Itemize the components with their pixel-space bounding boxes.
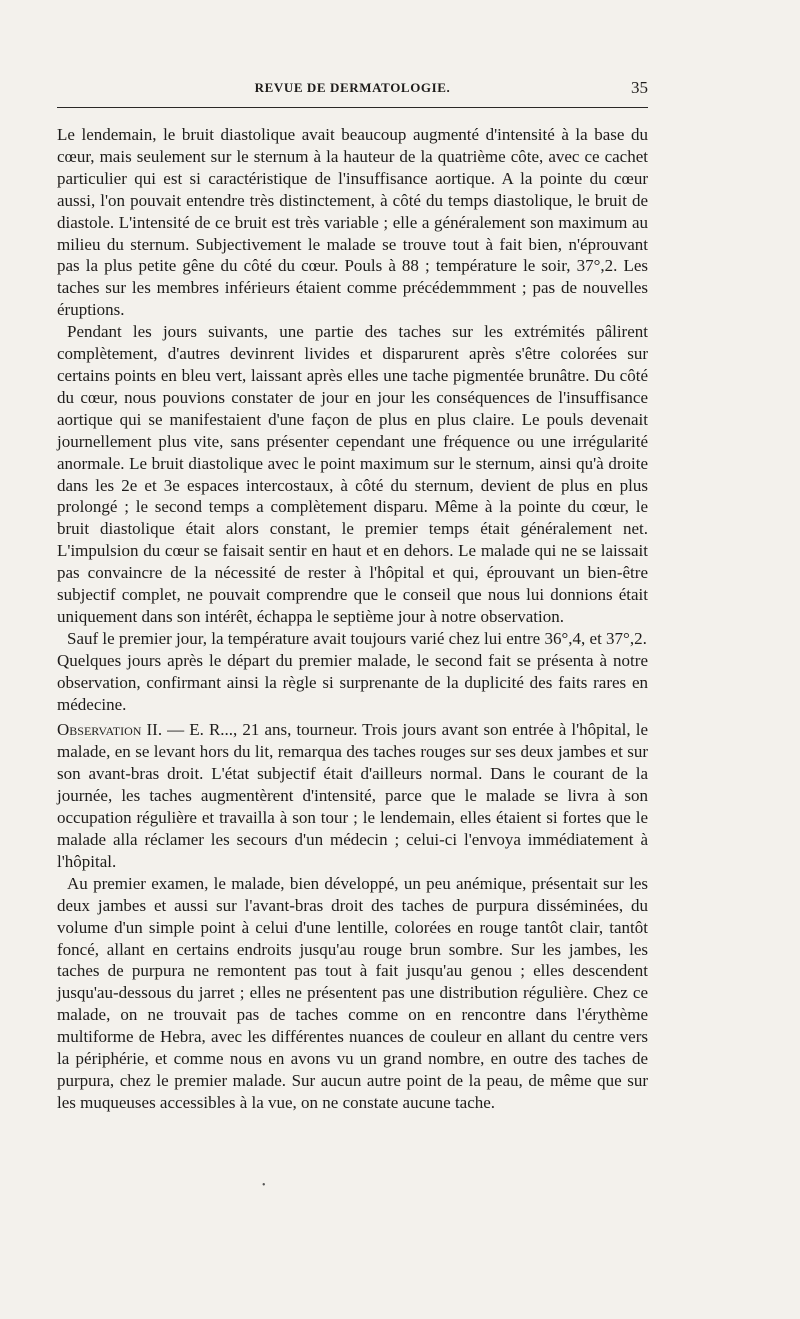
- footer-mark: •: [262, 1180, 266, 1191]
- running-title: REVUE DE DERMATOLOGIE.: [254, 80, 451, 95]
- paragraph-2: Pendant les jours suivants, une partie des taches sur les extrémités pâlirent complètement, d'autres devinrent livides et disparurent après s'être colorées sur certains points en bleu vert, laissant après elles une tache pigmentée brunâtre. Du côté du cœur, nous pouvions constater de jour en jour les conséquences de l'insuffisance aortique qui se manifestaient d'une façon de plus en plus claire. Le pouls devenait journellement plus vite, sans présenter cependant une fréquence ou une irrégularité anormale. Le bruit diastolique avec le point maximum sur le sternum, ainsi qu'à droite dans les 2e et 3e espaces intercostaux, à côté du sternum, devient de plus en plus prolongé ; le second temps a complètement disparu. Même à la pointe du cœur, le bruit diastolique était alors constant, le premier temps était généralement net. L'impulsion du cœur se faisait sentir en haut et en dehors. Le malade qui ne se laissait pas convaincre de la nécessité de rester à l'hôpital et qui, éprouvant un bien-être subjectif complet, ne pouvait comprendre que le conseil que nous lui donnions était uniquement dans son intérêt, échappa le septième jour à notre observation.: [57, 322, 648, 626]
- page-header: [57, 80, 648, 104]
- header-rule: [57, 107, 648, 108]
- paragraph-4: Quelques jours après le départ du premier malade, le second fait se présenta à notre observation, confirmant ainsi la règle si surprenante de la duplicité des faits rares en médecine.: [57, 650, 648, 714]
- page-number: 35: [631, 78, 648, 97]
- paragraph-3: Sauf le premier jour, la température avait toujours varié chez lui entre 36°,4, et 37°,2.: [67, 628, 647, 648]
- observation-heading: Observation II.: [57, 720, 163, 740]
- observation-paragraph: [57, 719, 648, 872]
- paragraph-last: Au premier examen, le malade, bien développé, un peu anémique, présentait sur les deux jambes et aussi sur l'avant-bras droit des taches de purpura disséminées, du volume d'un simple point à celui d'une lentille, colorées en rouge tantôt clair, tantôt foncé, allant en certains endroits jusqu'au rouge brun sombre. Sur les jambes, les taches de purpura ne remontent pas tout à fait jusqu'au genou ; elles descendent jusqu'au-dessous du jarret ; elles ne présentent pas une distribution régulière. Chez ce malade, on ne trouvait pas de taches comme on en rencontre dans l'érythème multiforme de Hebra, avec les différentes nuances de couleur en allant du centre vers la périphérie, et comme nous en avons vu un grand nombre, en outre des taches de purpura, chez le premier malade. Sur aucun autre point de la peau, de même que sur les muqueuses accessibles à la vue, on ne constate aucune tache.: [57, 873, 648, 1112]
- body-text: [57, 124, 648, 1114]
- paragraph-1: Le lendemain, le bruit diastolique avait beaucoup augmenté d'intensité à la base du cœur, mais seulement sur le sternum à la hauteur de la quatrième côte, avec ce cachet particulier qui est si caractéristique de l'insuffisance aortique. A la pointe du cœur aussi, l'on pouvait entendre très distinctement, à côté du temps diastolique, le bruit de diastole. L'intensité de ce bruit est très variable ; elle a généralement son maximum au milieu du sternum. Subjectivement le malade se trouve tout à fait bien, n'éprouvant pas la plus petite gêne du côté du cœur. Pouls à 88 ; température le soir, 37°,2. Les taches sur les membres inférieurs étaient comme précédemmment ; pas de nouvelles éruptions.: [57, 125, 648, 320]
- observation-text: — E. R..., 21 ans, tourneur. Trois jours avant son entrée à l'hôpital, le malade, en se levant hors du lit, remarqua des taches rouges sur ses deux jambes et sur son avant-bras droit. L'état subjectif était d'ailleurs normal. Dans le courant de la journée, les taches augmentèrent d'intensité, parce que le malade se livra à son occupation régulière et travailla à son tour ; le lendemain, elles étaient si fortes que le malade alla réclamer les secours d'un médecin ; celui-ci l'envoya immédiatement à l'hôpital.: [57, 720, 648, 871]
